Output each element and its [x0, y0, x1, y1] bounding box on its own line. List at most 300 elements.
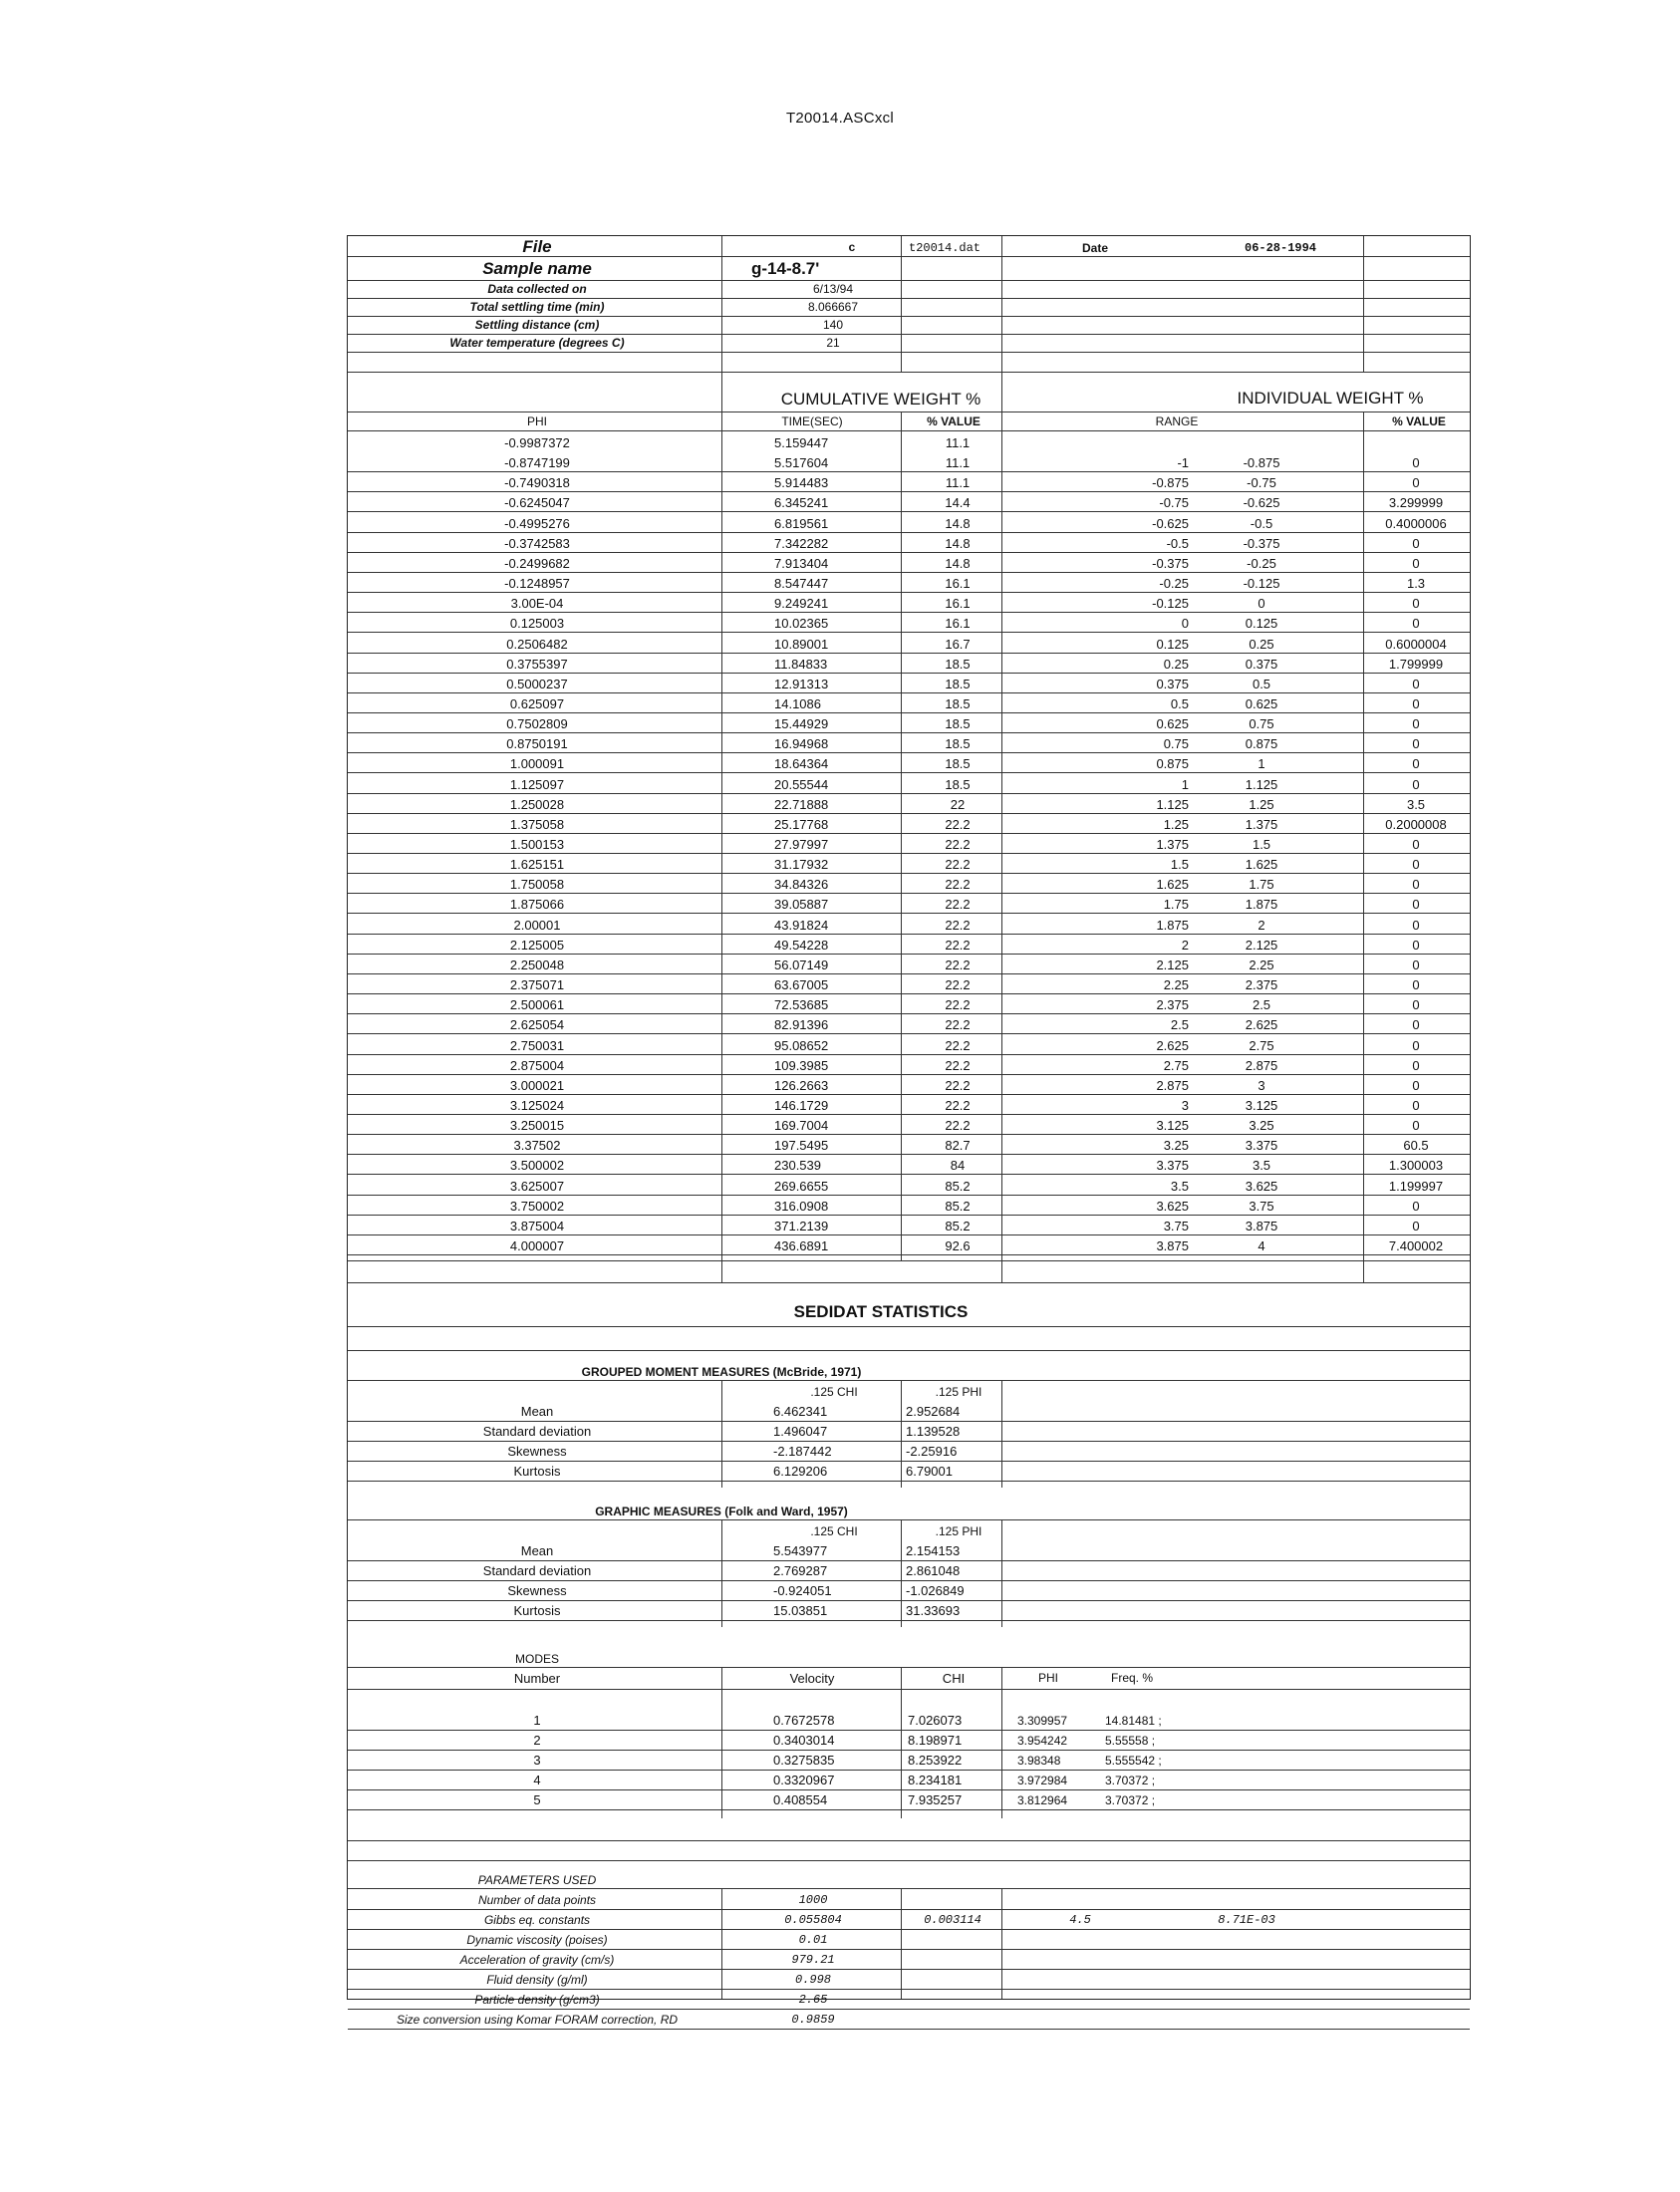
range-start: -0.625: [1152, 515, 1189, 531]
range-start: 0.125: [1156, 636, 1189, 652]
info-label: Settling distance (cm): [474, 318, 600, 332]
mode-phi: 3.98348: [1017, 1754, 1061, 1769]
settling-time: 22.71888: [774, 796, 829, 812]
cumulative-percent: 22.2: [945, 837, 971, 852]
row-underline: [348, 954, 1470, 955]
sample-name-label: Sample name: [482, 259, 592, 278]
row-underline: [348, 934, 1470, 935]
phi-value: 3.125024: [509, 1097, 565, 1113]
parameter-label: Gibbs eq. constants: [483, 1913, 591, 1928]
individual-percent: 0: [1412, 957, 1420, 972]
mode-number: 4: [533, 1773, 541, 1788]
grouped-chi: 1.496047: [773, 1424, 828, 1440]
range-end: -0.5: [1250, 515, 1273, 531]
info-value: 21: [826, 336, 840, 350]
phi-value: 1.625151: [509, 857, 565, 873]
row-underline: [348, 1421, 1470, 1422]
range-start: 3.125: [1156, 1118, 1189, 1134]
block-rule: [348, 1519, 1470, 1520]
phi-value: -0.2499682: [504, 555, 570, 571]
row-underline: [348, 471, 1470, 472]
col-range: RANGE: [1155, 414, 1199, 428]
phi-value: 3.000021: [509, 1077, 565, 1093]
cumulative-percent: 11.1: [945, 435, 971, 450]
cumulative-percent: 11.1: [945, 455, 971, 471]
row-underline: [348, 692, 1470, 693]
row-underline: [348, 1174, 1470, 1175]
range-start: -0.875: [1152, 475, 1189, 491]
range-end: 0.625: [1245, 695, 1278, 711]
range-end: 1.75: [1249, 877, 1274, 893]
settling-time: 7.913404: [774, 555, 829, 571]
row-underline: [348, 1969, 1470, 1970]
sedidat-report-table: [347, 235, 1471, 2028]
cumulative-percent: 18.5: [945, 676, 971, 691]
mode-freq: 14.81481 ;: [1105, 1714, 1162, 1729]
range-end: 3.875: [1245, 1218, 1278, 1233]
row-divider: [348, 1860, 1470, 1861]
settling-time: 72.53685: [774, 997, 829, 1013]
phi-value: -0.9987372: [504, 435, 570, 450]
column-divider-2: [901, 236, 902, 372]
range-end: 1.625: [1245, 857, 1278, 873]
settling-time: 82.91396: [774, 1017, 829, 1033]
mode-number: 2: [533, 1733, 541, 1749]
row-divider: [348, 430, 1470, 431]
cumulative-percent: 14.8: [945, 555, 971, 571]
info-label: Data collected on: [487, 282, 587, 296]
range-end: 1.125: [1245, 776, 1278, 792]
modes-col-velocity: Velocity: [789, 1671, 835, 1687]
range-end: 2.25: [1249, 957, 1274, 972]
phi-value: 3.625007: [509, 1178, 565, 1194]
range-start: 1.125: [1156, 796, 1189, 812]
range-end: 1.375: [1245, 816, 1278, 832]
settling-time: 8.547447: [774, 576, 829, 592]
individual-percent: 7.400002: [1388, 1238, 1444, 1253]
settling-time: 31.17932: [774, 857, 829, 873]
individual-percent: 0: [1412, 1118, 1420, 1134]
modes-col-freq: Freq. %: [1111, 1671, 1154, 1686]
range-end: 2: [1258, 917, 1265, 933]
settling-time: 63.67005: [774, 977, 829, 993]
cumulative-percent: 22.2: [945, 1017, 971, 1033]
row-divider: [348, 1840, 1470, 1841]
range-start: 2.375: [1156, 997, 1189, 1013]
individual-percent: 0: [1412, 756, 1420, 772]
mode-number: 5: [533, 1792, 541, 1808]
modes-title: MODES: [514, 1652, 560, 1667]
range-end: -0.875: [1243, 455, 1280, 471]
cumulative-percent: 22.2: [945, 1037, 971, 1053]
col-cum-value: % VALUE: [927, 414, 980, 428]
range-end: 2.5: [1252, 997, 1271, 1013]
individual-percent: 0: [1412, 596, 1420, 612]
mode-chi: 8.234181: [908, 1773, 963, 1788]
range-start: 3: [1181, 1097, 1189, 1113]
settling-time: 230.539: [774, 1158, 821, 1174]
range-start: 2.5: [1170, 1017, 1189, 1033]
settling-time: 146.1729: [774, 1097, 829, 1113]
settling-time: 169.7004: [774, 1118, 829, 1134]
phi-value: 1.125097: [509, 776, 565, 792]
phi-value: 1.750058: [509, 877, 565, 893]
range-start: -0.75: [1159, 495, 1189, 511]
grouped-chi: 6.462341: [773, 1404, 828, 1420]
page-title: T20014.ASCxcl: [785, 110, 895, 127]
mode-velocity: 0.7672578: [773, 1713, 835, 1729]
individual-percent: 0: [1412, 1198, 1420, 1214]
range-start: 2.125: [1156, 957, 1189, 972]
range-end: 1.25: [1249, 796, 1274, 812]
row-divider: [348, 1689, 1470, 1690]
grouped-label: Standard deviation: [482, 1424, 592, 1440]
mode-number: 3: [533, 1753, 541, 1769]
parameter-label: Acceleration of gravity (cm/s): [459, 1953, 615, 1968]
individual-percent: 0: [1412, 535, 1420, 551]
phi-value: 3.875004: [509, 1218, 565, 1233]
range-start: 1.375: [1156, 837, 1189, 852]
row-divider: [348, 256, 1470, 257]
row-underline: [348, 1600, 1470, 1601]
col-ind-value: % VALUE: [1392, 414, 1446, 428]
row-underline: [348, 1461, 1470, 1462]
range-end: 1.5: [1252, 837, 1271, 852]
individual-percent: 0: [1412, 676, 1420, 691]
cumulative-percent: 92.6: [945, 1238, 971, 1253]
row-underline: [348, 1215, 1470, 1216]
row-underline: [348, 1481, 1470, 1482]
individual-percent: 0.6000004: [1385, 636, 1447, 652]
phi-value: 1.500153: [509, 837, 565, 852]
phi-value: 1.875066: [509, 897, 565, 913]
mode-freq: 5.555542 ;: [1105, 1754, 1162, 1769]
phi-value: 2.375071: [509, 977, 565, 993]
cumulative-percent: 22.2: [945, 1097, 971, 1113]
row-underline: [348, 1054, 1470, 1055]
sample-name-value: g-14-8.7': [751, 259, 820, 278]
range-start: -0.375: [1152, 555, 1189, 571]
settling-time: 16.94968: [774, 736, 829, 752]
cumulative-percent: 14.8: [945, 515, 971, 531]
phi-value: 2.125005: [509, 937, 565, 953]
mode-phi: 3.812964: [1017, 1793, 1068, 1808]
row-underline: [348, 833, 1470, 834]
graphic-chi: 2.769287: [773, 1563, 828, 1579]
column-divider-3: [1001, 1380, 1002, 1488]
range-end: 0.125: [1245, 616, 1278, 632]
range-end: 2.125: [1245, 937, 1278, 953]
row-underline: [348, 993, 1470, 994]
row-divider: [348, 411, 1470, 412]
grouped-phi: 2.952684: [906, 1404, 961, 1420]
individual-percent: 0: [1412, 475, 1420, 491]
parameter-value: 1000: [798, 1893, 828, 1908]
row-underline: [348, 1094, 1470, 1095]
row-underline: [348, 1134, 1470, 1135]
range-start: -1: [1177, 455, 1189, 471]
range-end: 0.375: [1245, 656, 1278, 672]
individual-percent: 0.2000008: [1385, 816, 1447, 832]
range-start: 0.875: [1156, 756, 1189, 772]
settling-time: 11.84833: [774, 656, 828, 672]
row-underline: [348, 632, 1470, 633]
phi-value: 3.750002: [509, 1198, 565, 1214]
individual-percent: 0: [1412, 1097, 1420, 1113]
range-end: -0.75: [1247, 475, 1276, 491]
info-label: Water temperature (degrees C): [449, 336, 625, 350]
cumulative-percent: 18.5: [945, 776, 971, 792]
range-end: 3.75: [1249, 1198, 1274, 1214]
settling-time: 197.5495: [774, 1138, 829, 1154]
mode-velocity: 0.3403014: [773, 1733, 835, 1749]
range-start: 2: [1181, 937, 1189, 953]
individual-percent: 0: [1412, 455, 1420, 471]
range-start: 3.625: [1156, 1198, 1189, 1214]
parameter-value: 0.9859: [791, 2013, 835, 2028]
stats-title: SEDIDAT STATISTICS: [793, 1302, 969, 1322]
cumulative-percent: 22.2: [945, 816, 971, 832]
column-divider-4: [1363, 236, 1364, 372]
row-underline: [348, 532, 1470, 533]
file-label: File: [522, 237, 552, 256]
settling-time: 6.345241: [774, 495, 829, 511]
range-start: 2.625: [1156, 1037, 1189, 1053]
individual-percent: 0: [1412, 997, 1420, 1013]
range-start: 1: [1181, 776, 1189, 792]
range-end: 3.25: [1249, 1118, 1274, 1134]
phi-value: 0.8750191: [506, 736, 568, 752]
range-start: -0.125: [1152, 596, 1189, 612]
modes-col-phi: PHI: [1038, 1671, 1059, 1686]
cumulative-percent: 22.2: [945, 1118, 971, 1134]
grouped-chi: 6.129206: [773, 1464, 828, 1480]
column-divider-2: [901, 1667, 902, 1818]
phi-value: 3.37502: [513, 1138, 561, 1154]
parameter-label: Particle density (g/cm3): [474, 1993, 600, 2008]
settling-time: 95.08652: [774, 1037, 829, 1053]
range-end: 3.625: [1245, 1178, 1278, 1194]
range-end: 3: [1258, 1077, 1265, 1093]
row-underline: [348, 592, 1470, 593]
range-start: 0.25: [1163, 656, 1189, 672]
individual-percent: 1.799999: [1388, 656, 1444, 672]
range-start: -0.25: [1159, 576, 1189, 592]
settling-time: 20.55544: [774, 776, 829, 792]
parameter-value-2: 0.003114: [924, 1913, 981, 1928]
column-divider-1: [721, 1667, 722, 1818]
settling-time: 56.07149: [774, 957, 829, 972]
individual-percent: 0: [1412, 555, 1420, 571]
phi-value: 3.500002: [509, 1158, 565, 1174]
row-underline: [348, 1949, 1470, 1950]
row-underline: [348, 1074, 1470, 1075]
phi-value: -0.6245047: [504, 495, 570, 511]
graphic-phi: 2.861048: [906, 1563, 961, 1579]
mode-chi: 7.026073: [908, 1713, 963, 1729]
cumulative-percent: 22.2: [945, 997, 971, 1013]
individual-percent: 0: [1412, 977, 1420, 993]
settling-time: 27.97997: [774, 837, 829, 852]
row-underline: [348, 1989, 1470, 1990]
mode-phi: 3.309957: [1017, 1714, 1068, 1729]
range-end: 0.75: [1249, 716, 1274, 732]
range-start: 0.75: [1163, 736, 1189, 752]
parameter-value-4: 8.71E-03: [1218, 1913, 1275, 1928]
individual-percent: 0: [1412, 616, 1420, 632]
cumulative-percent: 22.2: [945, 937, 971, 953]
range-start: 2.25: [1163, 977, 1189, 993]
parameter-value: 0.055804: [784, 1913, 842, 1928]
row-underline: [348, 1929, 1470, 1930]
range-start: 0.5: [1170, 695, 1189, 711]
graphic-phi: 2.154153: [906, 1543, 961, 1559]
block-rule: [348, 1380, 1470, 1381]
individual-percent: 1.300003: [1388, 1158, 1444, 1174]
individual-percent: 60.5: [1403, 1138, 1429, 1154]
cumulative-percent: 22.2: [945, 1077, 971, 1093]
row-underline: [348, 793, 1470, 794]
graphic-phi: 31.33693: [906, 1603, 961, 1619]
row-underline: [348, 752, 1470, 753]
range-end: -0.125: [1243, 576, 1280, 592]
mode-chi: 7.935257: [908, 1792, 963, 1808]
graphic-col1: .125 CHI: [810, 1524, 858, 1539]
row-underline: [348, 1013, 1470, 1014]
cumulative-percent: 16.1: [945, 596, 971, 612]
range-start: 3.5: [1170, 1178, 1189, 1194]
phi-value: -0.7490318: [504, 475, 570, 491]
phi-value: -0.8747199: [504, 455, 570, 471]
modes-col-chi: CHI: [942, 1671, 966, 1687]
phi-value: 0.5000237: [506, 676, 568, 691]
row-underline: [348, 973, 1470, 974]
range-end: 3.375: [1245, 1138, 1278, 1154]
row-underline: [348, 1195, 1470, 1196]
cumulative-percent: 18.5: [945, 656, 971, 672]
row-underline: [348, 673, 1470, 674]
cumulative-percent: 16.1: [945, 616, 971, 632]
individual-title: INDIVIDUAL WEIGHT %: [1237, 389, 1424, 408]
cumulative-percent: 16.1: [945, 576, 971, 592]
mode-phi: 3.972984: [1017, 1774, 1068, 1788]
phi-value: 4.000007: [509, 1238, 565, 1253]
range-start: 1.625: [1156, 877, 1189, 893]
settling-time: 9.249241: [774, 596, 829, 612]
individual-percent: 1.3: [1406, 576, 1426, 592]
column-divider-1: [721, 1519, 722, 1627]
individual-percent: 0: [1412, 776, 1420, 792]
individual-percent: 0: [1412, 1057, 1420, 1073]
settling-time: 49.54228: [774, 937, 829, 953]
settling-time: 43.91824: [774, 917, 829, 933]
row-underline: [348, 552, 1470, 553]
graphic-phi: -1.026849: [906, 1583, 965, 1599]
phi-value: 1.250028: [509, 796, 565, 812]
row-underline: [348, 1770, 1470, 1771]
graphic-chi: -0.924051: [773, 1583, 832, 1599]
phi-value: 3.00E-04: [510, 596, 564, 612]
mode-velocity: 0.3275835: [773, 1753, 835, 1769]
settling-time: 316.0908: [774, 1198, 829, 1214]
grouped-label: Mean: [520, 1404, 554, 1420]
parameter-value: 0.01: [798, 1933, 828, 1948]
info-value: 140: [822, 318, 844, 332]
cumulative-percent: 82.7: [945, 1138, 971, 1154]
range-start: 0: [1181, 616, 1189, 632]
row-underline: [348, 1620, 1470, 1621]
row-underline: [348, 511, 1470, 512]
row-underline: [348, 1033, 1470, 1034]
grouped-label: Kurtosis: [513, 1464, 561, 1480]
range-end: -0.625: [1243, 495, 1280, 511]
phi-value: 0.625097: [509, 695, 565, 711]
cumulative-percent: 85.2: [945, 1218, 971, 1233]
row-underline: [348, 712, 1470, 713]
column-divider-3: [1001, 1888, 1002, 1999]
row-underline: [348, 1441, 1470, 1442]
row-underline: [348, 1254, 1470, 1255]
parameters-title: PARAMETERS USED: [477, 1873, 597, 1888]
graphic-label: Standard deviation: [482, 1563, 592, 1579]
individual-percent: 0: [1412, 917, 1420, 933]
column-divider-4: [1363, 411, 1364, 1282]
settling-time: 14.1086: [774, 695, 821, 711]
mode-freq: 5.55558 ;: [1105, 1734, 1156, 1749]
row-underline: [348, 1730, 1470, 1731]
modes-col-number: Number: [513, 1671, 561, 1687]
graphic-label: Kurtosis: [513, 1603, 561, 1619]
graphic-chi: 15.03851: [773, 1603, 828, 1619]
graphic-label: Skewness: [507, 1583, 567, 1599]
settling-time: 5.914483: [774, 475, 829, 491]
phi-value: -0.1248957: [504, 576, 570, 592]
phi-value: 0.125003: [509, 616, 565, 632]
range-start: 2.75: [1163, 1057, 1189, 1073]
parameter-label: Number of data points: [477, 1893, 597, 1908]
column-divider-2: [901, 1888, 902, 1999]
cumulative-percent: 22.2: [945, 877, 971, 893]
row-underline: [348, 1580, 1470, 1581]
date-value: 06-28-1994: [1245, 241, 1317, 255]
info-value: 8.066667: [807, 300, 859, 314]
settling-time: 436.6891: [774, 1238, 829, 1253]
range-start: 0.375: [1156, 676, 1189, 691]
grouped-label: Skewness: [507, 1444, 567, 1460]
cumulative-percent: 14.8: [945, 535, 971, 551]
column-divider-1: [721, 236, 722, 1282]
cumulative-percent: 22.2: [945, 977, 971, 993]
cumulative-percent: 85.2: [945, 1178, 971, 1194]
row-divider: [348, 1888, 1470, 1889]
cumulative-percent: 11.1: [945, 475, 971, 491]
mode-chi: 8.253922: [908, 1753, 963, 1769]
individual-percent: 0: [1412, 857, 1420, 873]
individual-percent: 0: [1412, 1218, 1420, 1233]
phi-value: -0.3742583: [504, 535, 570, 551]
col-phi: PHI: [526, 414, 548, 428]
range-start: 0.625: [1156, 716, 1189, 732]
settling-time: 10.02365: [774, 616, 829, 632]
range-start: 1.25: [1163, 816, 1189, 832]
range-start: 1.5: [1170, 857, 1189, 873]
range-end: -0.375: [1243, 535, 1280, 551]
cumulative-percent: 18.5: [945, 756, 971, 772]
individual-percent: 0: [1412, 716, 1420, 732]
row-underline: [348, 913, 1470, 914]
phi-value: 2.500061: [509, 997, 565, 1013]
column-divider-3: [1001, 236, 1002, 1282]
